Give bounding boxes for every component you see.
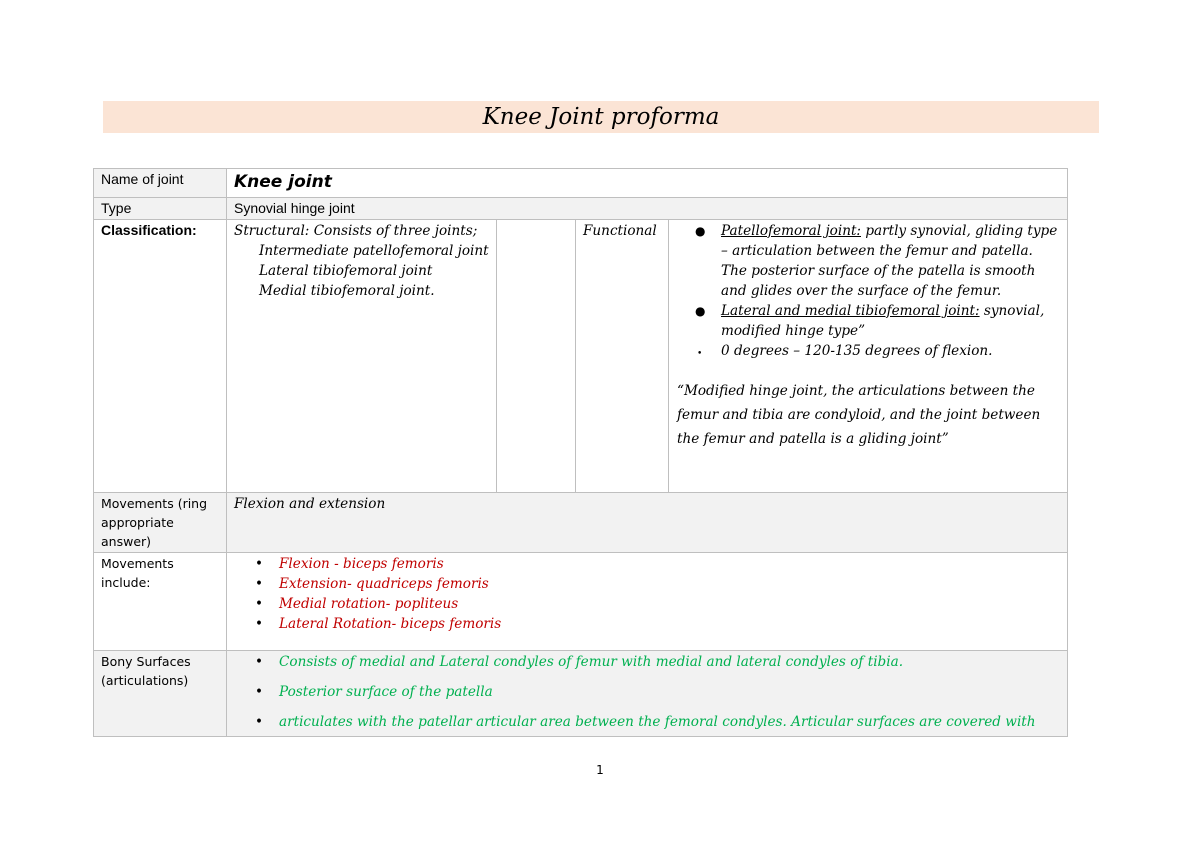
list-item xyxy=(227,574,1060,594)
list-item xyxy=(227,614,1060,634)
table-row-name xyxy=(94,169,1068,198)
structural-cell xyxy=(227,220,497,493)
bullet-icon: • xyxy=(255,596,264,612)
movements-include-cell xyxy=(227,553,1068,651)
list-item xyxy=(227,682,1060,702)
functional-label: Functional xyxy=(576,220,669,493)
classification-label: Classification: xyxy=(94,220,227,493)
bullet-icon: • xyxy=(255,556,264,572)
movements-list xyxy=(227,554,1060,634)
list-item xyxy=(227,594,1060,614)
bullet-icon: • xyxy=(255,714,264,730)
movements-include-label: Movements include: xyxy=(94,553,227,651)
page-number: 1 xyxy=(596,763,604,777)
structural-item: Intermediate patellofemoral joint xyxy=(259,243,489,259)
movement-item: Lateral Rotation- biceps femoris xyxy=(279,616,502,632)
movements-ring-label: Movements (ring appropriate answer) xyxy=(94,493,227,553)
list-item xyxy=(669,341,1060,361)
joint-name: Knee joint xyxy=(234,172,332,192)
table-row-bony-surfaces xyxy=(94,651,1068,737)
bullet-icon: • xyxy=(255,654,264,670)
bony-surfaces-cell xyxy=(227,651,1068,737)
bullet-icon: ● xyxy=(695,224,706,238)
movement-item: Flexion - biceps femoris xyxy=(279,556,444,572)
bullet-icon: • xyxy=(255,576,264,592)
list-item xyxy=(669,221,1060,301)
functional-item-text: synovial, modified hinge type” xyxy=(721,303,1045,339)
table-row-type xyxy=(94,198,1068,220)
functional-list xyxy=(669,221,1060,361)
page-title: Knee Joint proforma xyxy=(482,104,720,130)
movement-item: Extension- quadriceps femoris xyxy=(279,576,489,592)
bullet-icon: ● xyxy=(695,304,706,318)
list-item xyxy=(227,712,1060,732)
functional-item-heading: Patellofemoral joint: xyxy=(721,223,861,239)
table-row-movements-ring xyxy=(94,493,1068,553)
title-banner xyxy=(103,101,1099,133)
table-row-classification xyxy=(94,220,1068,493)
functional-item-text: partly synovial, gliding type – articulation between the femur and patella. The posterior surface of the patella is smooth and glides over the surface of the femur. xyxy=(721,223,1058,299)
bony-surfaces-list xyxy=(227,652,1060,732)
type-value: Synovial hinge joint xyxy=(227,198,1068,220)
name-value-cell xyxy=(227,169,1068,198)
bony-surface-item: articulates with the patellar articular area between the femoral condyles. Articular surfaces are covered with xyxy=(279,714,1036,730)
structural-item: Lateral tibiofemoral joint xyxy=(259,263,433,279)
empty-cell xyxy=(497,220,576,493)
structural-intro: Structural: Consists of three joints; xyxy=(234,223,478,239)
functional-item-heading: Lateral and medial tibiofemoral joint: xyxy=(721,303,980,319)
table-row-movements-include xyxy=(94,553,1068,651)
functional-quote: “Modified hinge joint, the articulations between the femur and tibia are condyloid, and the joint between the femur and patella is a gliding joint” xyxy=(677,383,1041,447)
bullet-icon: • xyxy=(255,684,264,700)
bullet-icon: • xyxy=(255,616,264,632)
name-label: Name of joint xyxy=(94,169,227,198)
bony-surface-item: Consists of medial and Lateral condyles of femur with medial and lateral condyles of tibia. xyxy=(279,654,904,670)
bony-surfaces-label: Bony Surfaces (articulations) xyxy=(94,651,227,737)
list-item xyxy=(669,301,1060,341)
bullet-icon: • xyxy=(697,349,703,359)
movements-ring-value: Flexion and extension xyxy=(227,493,1068,553)
type-label: Type xyxy=(94,198,227,220)
bony-surface-item: Posterior surface of the patella xyxy=(279,684,493,700)
joint-proforma-table xyxy=(93,168,1068,737)
movement-item: Medial rotation- popliteus xyxy=(279,596,459,612)
functional-item-text: 0 degrees – 120-135 degrees of flexion. xyxy=(721,343,993,359)
structural-item: Medial tibiofemoral joint. xyxy=(259,283,435,299)
list-item xyxy=(227,652,1060,672)
list-item xyxy=(227,554,1060,574)
functional-cell xyxy=(669,220,1068,493)
